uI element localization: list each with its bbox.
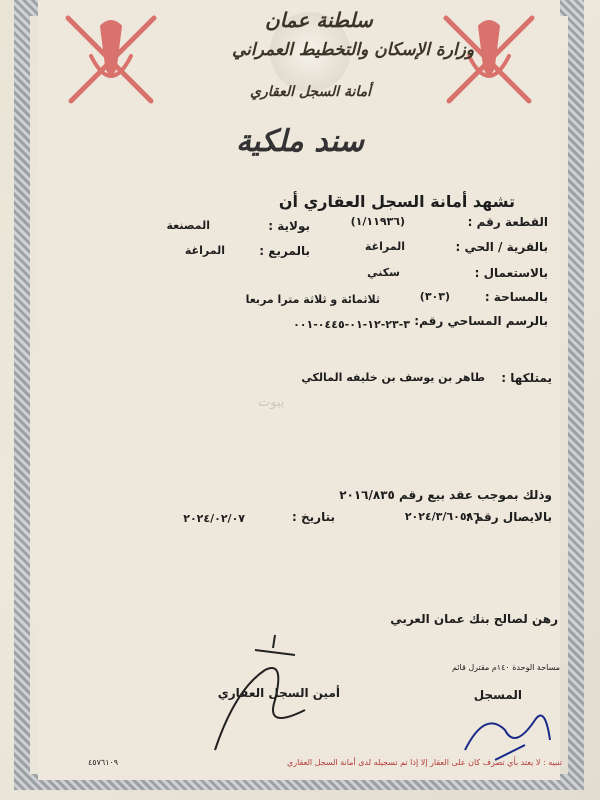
header-country: سلطنة عمان — [265, 8, 373, 32]
usage-value: سكني — [367, 266, 400, 279]
plot-value: (١/١١٩٣٦) — [350, 215, 405, 228]
receipt-value: ٢٠٢٤/٣/٦٠٥٨٦ — [404, 510, 480, 523]
area-label: بالمساحة : — [484, 290, 548, 304]
date-value: ٢٠٢٤/٠٢/٠٧ — [183, 512, 245, 525]
village-value: المراغة — [364, 240, 405, 253]
header-ministry: وزارة الإسكان والتخطيط العمراني — [232, 40, 475, 60]
mortgage-line: رهن لصالح بنك عمان العربي — [390, 612, 558, 626]
registrar-label: المسجل — [473, 688, 522, 702]
plot-label: القطعة رقم : — [467, 215, 548, 229]
trustee-label: أمين السجل العقاري — [217, 686, 340, 700]
wilayat-value: المصنعة — [166, 219, 210, 232]
owner-label: يمتلكها : — [501, 371, 552, 385]
khanjar-emblem-icon — [56, 6, 166, 106]
certify-line: تشهد أمانة السجل العقاري أن — [278, 192, 515, 211]
registrar-signature — [455, 690, 565, 770]
receipt-label: بالايصال رقم : — [465, 510, 552, 524]
survey-label: بالرسم المساحي رقم: — [414, 314, 548, 328]
wilayat-label: بولاية : — [268, 219, 310, 233]
village-label: بالقرية / الحي : — [455, 240, 548, 254]
date-label: بتاريخ : — [292, 510, 335, 524]
square-label: بالمربع : — [259, 244, 310, 258]
document-title: سند ملكية — [235, 124, 365, 159]
usage-label: بالاستعمال : — [474, 266, 548, 280]
area-words: ثلاثمائة و ثلاثة مترا مربعا — [245, 293, 380, 306]
contract-line: وذلك بموجب عقد بيع رقم ٢٠١٦/٨٣٥ — [339, 488, 552, 502]
area-number: (٣٠٣) — [419, 290, 450, 303]
camera-watermark: بيوت — [258, 395, 285, 410]
trustee-signature — [195, 630, 345, 760]
square-value: المراغة — [184, 244, 225, 257]
footer-code: ٤٥٧٦١٠٩ — [88, 758, 119, 767]
footer-warning: تنبيه : لا يعتد بأي تصرف كان على العقار إلا إذا تم تسجيله لدى أمانة السجل العقاري — [286, 758, 562, 767]
owner-name: طاهر بن يوسف بن خليفه المالكي — [301, 371, 485, 384]
header-registry: أمانة السجل العقاري — [250, 84, 372, 100]
survey-value: ٣-٢٣-١٢-٠١-٠٤٤٥-٠٠١ — [293, 318, 410, 331]
unit-area-note: مساحة الوحدة ١٤٠م مقترل قائم — [451, 663, 560, 672]
